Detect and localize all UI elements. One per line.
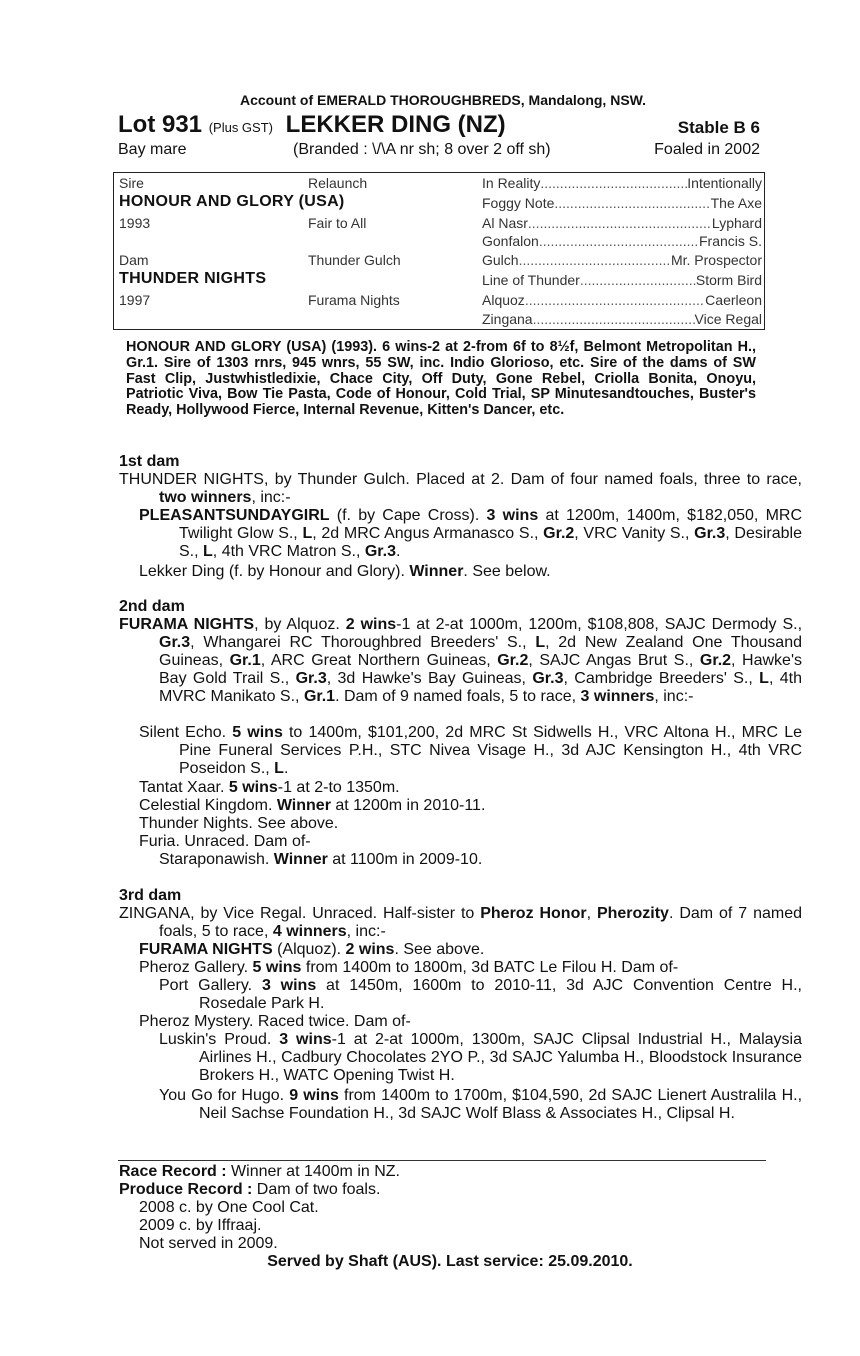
dam-year: 1997 <box>119 292 151 308</box>
ancestor-row: Al Nasr ..... Lyphard <box>482 215 762 231</box>
consignor-line: Account of EMERALD THOROUGHBREDS, Mandalong, NSW. <box>240 92 646 108</box>
ancestor-row: Line of Thunder ..... Storm Bird <box>482 272 762 288</box>
sire-year: 1993 <box>119 215 151 231</box>
produce-record: Produce Record : Dam of two foals. <box>119 1181 381 1198</box>
sire-label: Sire <box>119 175 144 191</box>
first-dam-heading: 1st dam <box>119 453 180 470</box>
third-dam-foal: Pheroz Gallery. 5 wins from 1400m to 1800m, 3d BATC Le Filou H. Dam of- <box>139 959 679 976</box>
ancestor-row: Alquoz ..... Caerleon <box>482 292 762 308</box>
second-dam-foal: Thunder Nights. See above. <box>139 815 339 832</box>
foaled-year: Foaled in 2002 <box>654 141 760 158</box>
dam-dam: Furama Nights <box>308 292 400 308</box>
brand-description: (Branded : \/\A nr sh; 8 over 2 off sh) <box>293 141 551 158</box>
ancestor-row: Gonfalon ..... Francis S. <box>482 233 762 249</box>
first-dam-para: THUNDER NIGHTS, by Thunder Gulch. Placed at 2. Dam of four named foals, three to race, two winners, inc:- <box>119 471 802 506</box>
produce-item: 2009 c. by Iffraaj. <box>139 1217 262 1234</box>
lot-title <box>118 111 506 139</box>
produce-item: Not served in 2009. <box>139 1235 278 1252</box>
sire-dam: Fair to All <box>308 215 367 231</box>
sire-summary: HONOUR AND GLORY (USA) (1993). 6 wins-2 at 2-from 6f to 8½f, Belmont Metropolitan H., Gr.1. Sire of 1303 rnrs, 945 wnrs, 55 SW, inc. Indio Glorioso, etc. Sire of the dams of SW Fast Clip, Justwhistledixie, Chace City, Off Duty, Gone Rebel, Criolla Bonita, Onoyu, Patriotic Viva, Bow Tie Pasta, Code of Honour, Cold Trial, SP Minutesandtouches, Buster's Ready, Hollywood Fierce, Internal Revenue, Kitten's Dancer, etc. <box>126 339 756 419</box>
plus-gst: (Plus GST) <box>208 120 273 135</box>
color-sex: Bay mare <box>118 141 187 158</box>
sire-sire: Relaunch <box>308 175 368 191</box>
section-divider <box>118 1160 766 1161</box>
second-dam-foal: Furia. Unraced. Dam of- <box>139 833 311 850</box>
second-dam-heading: 2nd dam <box>119 598 185 615</box>
service-note: Served by Shaft (AUS). Last service: 25.09.2010. <box>267 1253 633 1270</box>
first-dam-foal: Lekker Ding (f. by Honour and Glory). Winner. See below. <box>139 563 551 580</box>
horse-name: LEKKER DING (NZ) <box>285 111 506 138</box>
ancestor-row: Zingana ..... Vice Regal <box>482 311 762 327</box>
ancestor-row: In Reality ..... Intentionally <box>482 175 762 191</box>
third-dam-grandfoal: You Go for Hugo. 9 wins from 1400m to 1700m, $104,590, 2d SAJC Lienert Australila H., Neil Sachse Foundation H., 3d SAJC Wolf Blass & Associates H., Clipsal H. <box>159 1087 803 1122</box>
lot-number: Lot 931 <box>118 111 203 138</box>
sire-name: HONOUR AND GLORY (USA) <box>119 193 345 210</box>
dam-name: THUNDER NIGHTS <box>119 270 267 287</box>
second-dam-foal: Tantat Xaar. 5 wins-1 at 2-to 1350m. <box>139 779 400 796</box>
third-dam-grandfoal: Port Gallery. 3 wins at 1450m, 1600m to 2010-11, 3d AJC Convention Centre H., Rosedale Park H. <box>159 977 803 1012</box>
third-dam-foal: Pheroz Mystery. Raced twice. Dam of- <box>139 1013 411 1030</box>
third-dam-para: ZINGANA, by Vice Regal. Unraced. Half-sister to Pheroz Honor, Pherozity. Dam of 7 named foals, 5 to race, 4 winners, inc:- <box>119 905 802 940</box>
race-record: Race Record : Winner at 1400m in NZ. <box>119 1163 400 1180</box>
ancestor-row: Gulch ..... Mr. Prospector <box>482 252 762 268</box>
first-dam-foal: PLEASANTSUNDAYGIRL (f. by Cape Cross). 3 wins at 1200m, 1400m, $182,050, MRC Twilight Glow S., L, 2d MRC Angus Armanasco S., Gr.2, VRC Vanity S., Gr.3, Desirable S., L, 4th VRC Matron S., Gr.3. <box>139 507 803 560</box>
second-dam-para: FURAMA NIGHTS, by Alquoz. 2 wins-1 at 2-at 1000m, 1200m, $108,808, SAJC Dermody S., Gr.3, Whangarei RC Thoroughbred Breeders' S., L, 2d New Zealand One Thousand Guineas, Gr.1, ARC Great Northern Guineas, Gr.2, SAJC Angas Brut S., Gr.2, Hawke's Bay Gold Trail S., Gr.3, 3d Hawke's Bay Guineas, Gr.3, Cambridge Breeders' S., L, 4th MVRC Manikato S., Gr.1. Dam of 9 named foals, 5 to race, 3 winners, inc:- <box>119 616 803 705</box>
pedigree-table <box>113 172 765 330</box>
ancestor-row: Foggy Note ..... The Axe <box>482 195 762 211</box>
dam-sire: Thunder Gulch <box>308 252 401 268</box>
dam-label: Dam <box>119 252 149 268</box>
produce-item: 2008 c. by One Cool Cat. <box>139 1199 319 1216</box>
second-dam-foal: Silent Echo. 5 wins to 1400m, $101,200, 2d MRC St Sidwells H., VRC Altona H., MRC Le Pine Funeral Services P.H., STC Nivea Visage H., 3d AJC Kensington H., 4th VRC Poseidon S., L. <box>139 724 803 777</box>
third-dam-grandfoal: Luskin's Proud. 3 wins-1 at 2-at 1000m, 1300m, SAJC Clipsal Industrial H., Malaysia Airlines H., Cadbury Chocolates 2YO P., 3d SAJC Yalumba H., Bloodstock Insurance Brokers H., WATC Opening Twist H. <box>159 1031 803 1084</box>
second-dam-foal: Celestial Kingdom. Winner at 1200m in 2010-11. <box>139 797 486 814</box>
third-dam-heading: 3rd dam <box>119 887 182 904</box>
third-dam-foal: FURAMA NIGHTS (Alquoz). 2 wins. See above. <box>139 941 485 958</box>
second-dam-grandfoal: Staraponawish. Winner at 1100m in 2009-10. <box>159 851 483 868</box>
stable-location: Stable B 6 <box>677 118 760 137</box>
